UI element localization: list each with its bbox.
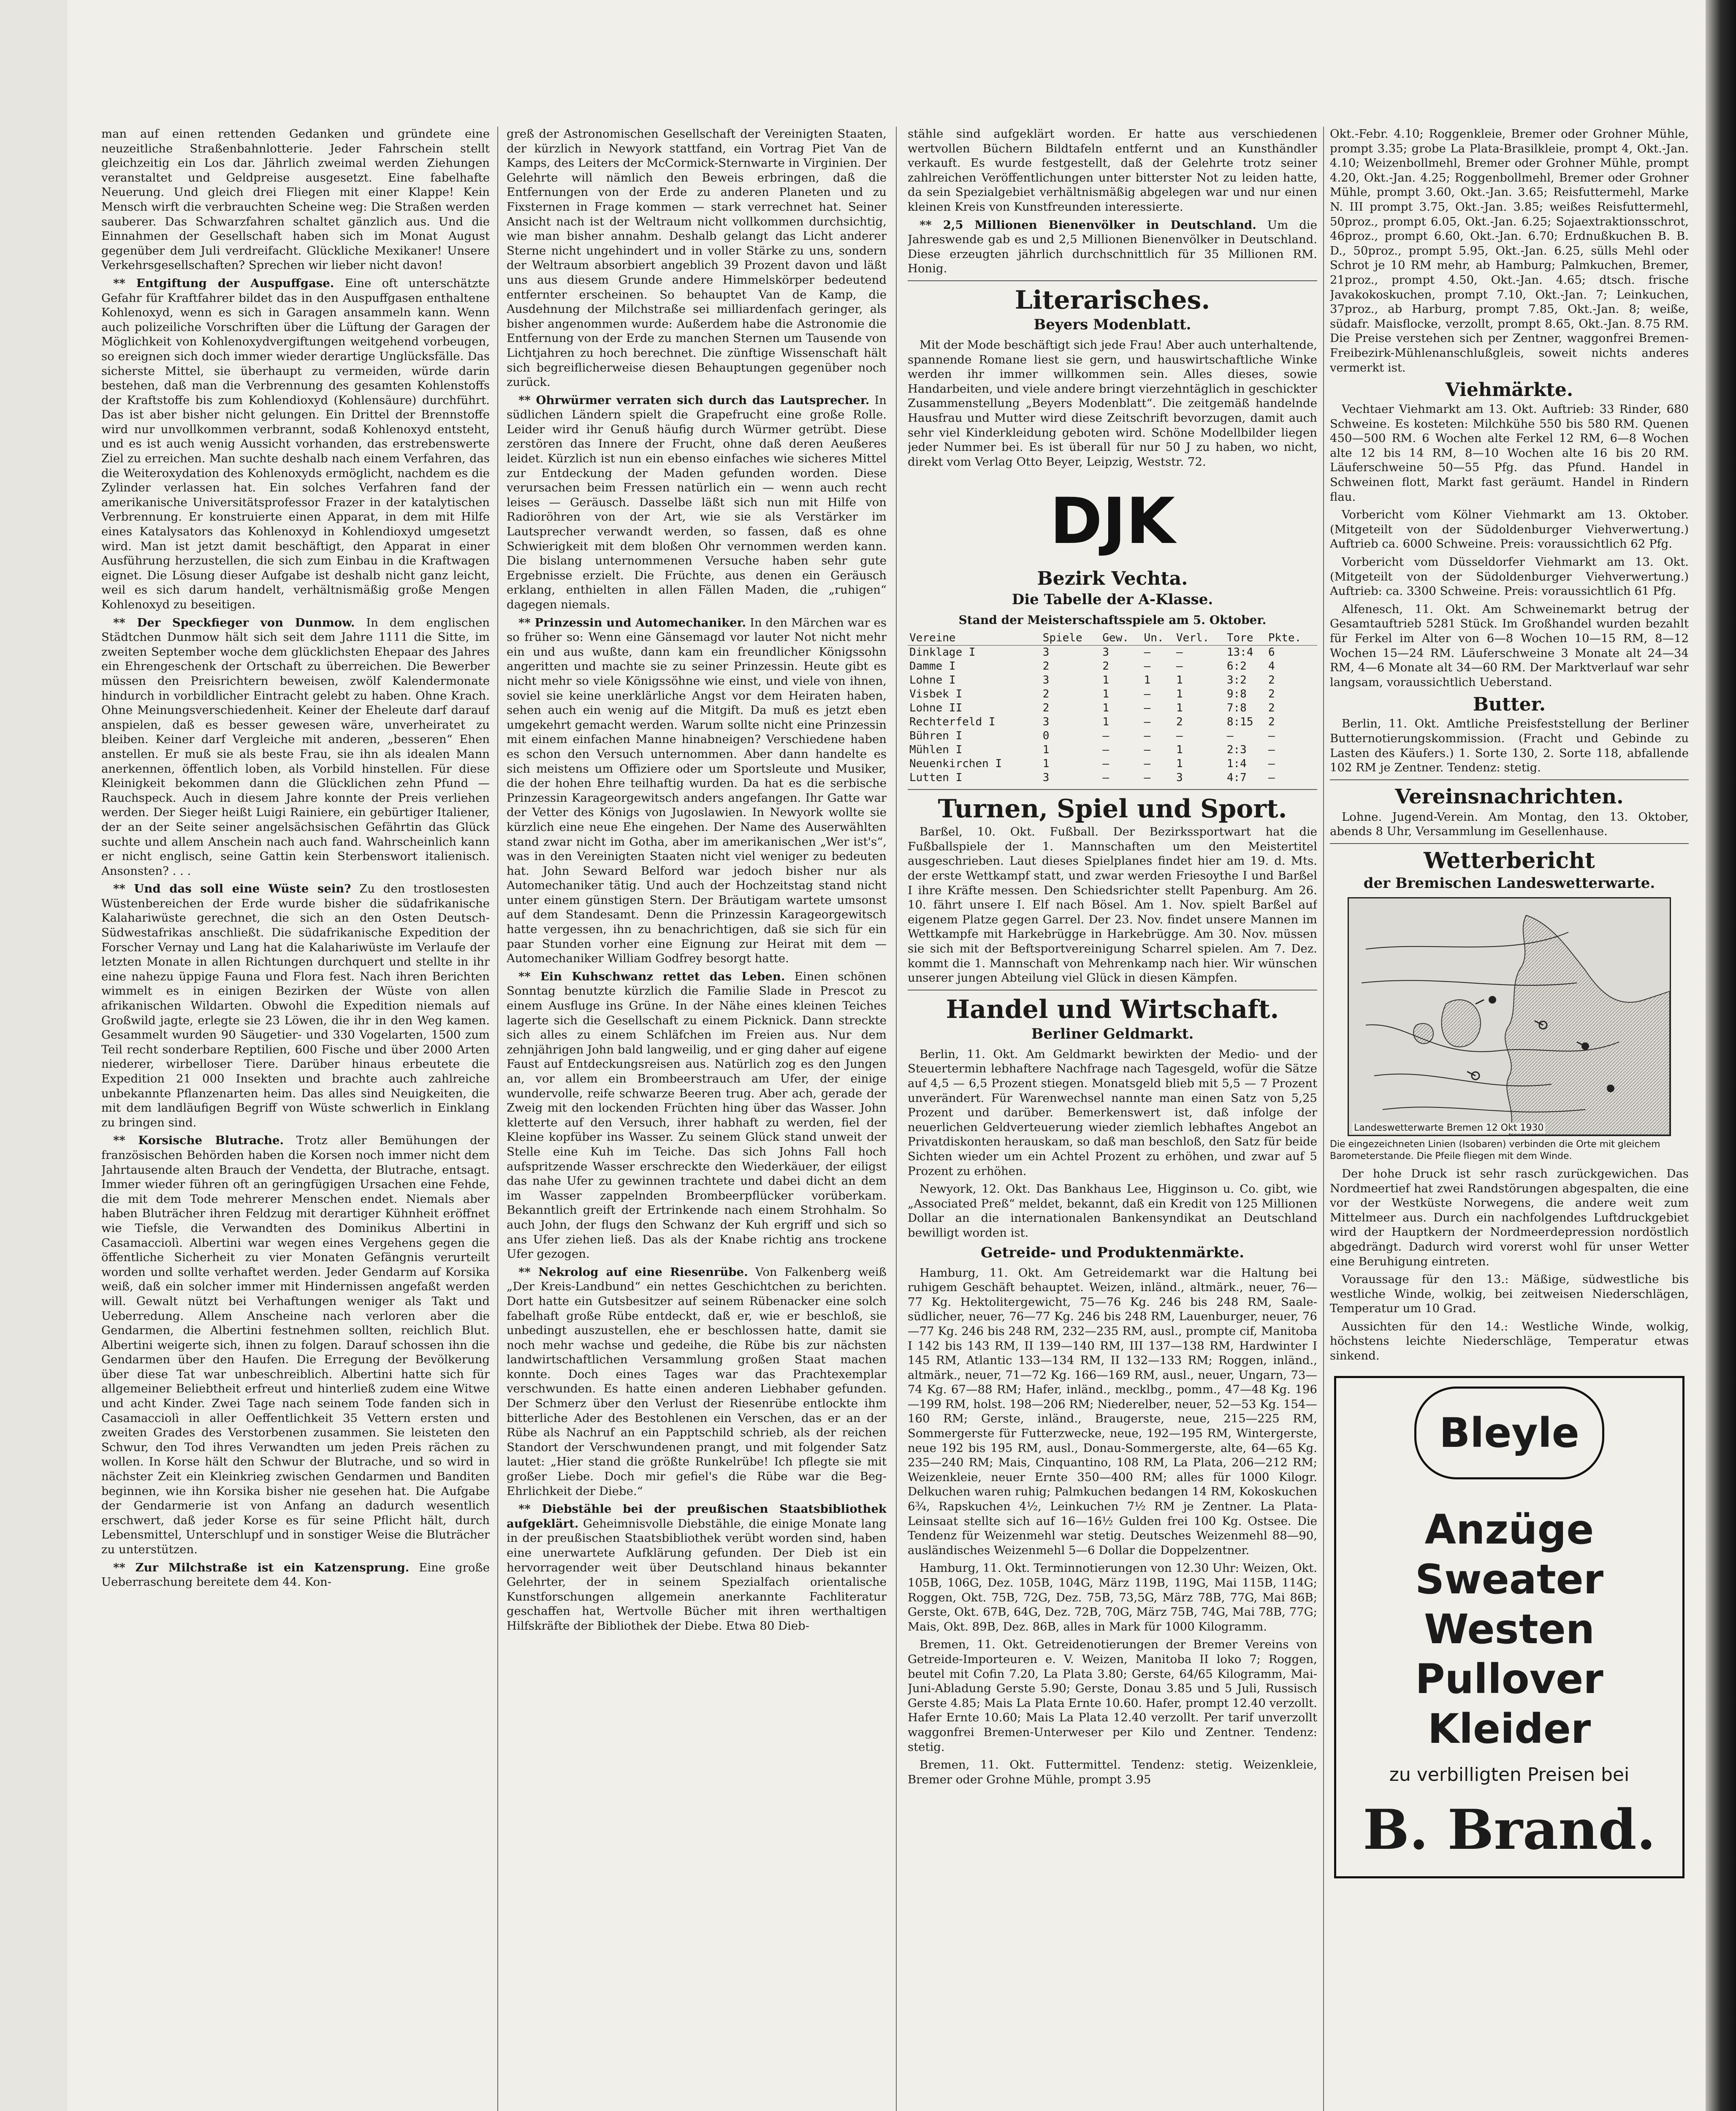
section-subheading: der Bremischen Landeswetterwarte. [1363, 874, 1655, 892]
section-heading-weather: Wetterbericht [1424, 847, 1595, 874]
article-paragraph: stähle sind aufgeklärt worden. Er hatte aus verschiedenen wertvollen Büchern Bildtafeln entfernt und an Kunsthändler verkauft. Es wurde festgestellt, daß der Gelehrte trotz seiner zahlreichen Veröffentlichungen unter bitterster Not zu leiden hatte, da sein Spezialgebiet verhältnismäßig abgelegen war und nur einen kleinen Kreis von Kunstfreunden interessierte. [908, 127, 1317, 214]
article-paragraph: Aussichten für den 14.: Westliche Winde, wolkig, höchstens leichte Niederschläge, Temperatur etwas sinkend. [1330, 1319, 1689, 1363]
table-cell: — [1144, 660, 1151, 673]
table-cell: — [1268, 743, 1275, 757]
ad-item: Kleider [1427, 1705, 1591, 1753]
article-title: ** Entgiftung der Auspuffgase. [113, 276, 334, 290]
table-cell: — [1102, 771, 1109, 784]
table-cell: 2 [1268, 716, 1275, 729]
article-paragraph: Barßel, 10. Okt. Fußball. Der Bezirkssportwart hat die Fußballspiele der 1. Mannschaften um den Meistertitel ausgeschrieben. Laut dieses Spielplanes findet hier am 19. d. Mts. der erste Wettkampf statt, und zwar werden Friesoythe I und Barßel I ihre Kräfte messen. Den Schiedsrichter stellt Papenburg. Am 26. 10. fährt unsere I. Elf nach Bösel. Am 1. Nov. spielt Barßel auf eigenem Platze gegen Garrel. Der 23. Nov. findet unsere Mannen im Wettkampfe mit Harkebrügge in Harkebrügge. Am 30. Nov. müssen sie sich mit der Beftsportvereinigung Scharrel spielen. Am 7. Dez. kommt die 1. Mannschaft von Mehrenkamp nach hier. Wir wünschen unserer jungen Abteilung viel Glück in diesen Kämpfen. [908, 825, 1317, 985]
newspaper-page [68, 0, 1714, 2111]
section-heading-livestock: Viehmärkte. [1445, 379, 1573, 401]
table-cell: 1 [1176, 688, 1183, 701]
standings-table [908, 631, 1317, 785]
table-row [908, 729, 1317, 743]
table-row [908, 757, 1317, 771]
article-text: In den Märchen war es so früher so: Wenn eine Gänsemagd vor lauter Not nicht mehr ein und aus wußte, dann kam ein freundlicher Königssohn angeritten und machte sie zu seiner Prinzessin. Heute gibt es nicht mehr so viele Königssöhne wie einst, und viele von ihnen, soviel sie keine unerklärliche Angst vor dem Heiraten haben, sehen auch ein wenig auf die Mitgift. Da muß es jetzt eben umgekehrt gemacht werden. Warum sollte nicht eine Prinzessin mit einem einfachen Manne hinabneigen? Verschiedene haben es schon den Versuch unternommen. Aber dann handelte es sich meistens um Offiziere oder um Sportsleute und Musiker, die der hohen Ehre teilhaftig wurden. Da hat es die serbische Prinzessin Karageorgewitsch anders angefangen. Ihr Gatte war der Vetter des Königs von Jugoslawien. In Newyork wollte sie kürzlich eine neue Ehe eingehen. Der Name des Auserwählten stand zwar nicht im Gotha, aber im amerikanischen „Wer ist's“, was in den Vereinigten Staaten nicht viel weniger zu bedeuten hat. John Seward Belford war jedoch bisher nur als Automechaniker tätig. Und auch der Hochzeitstag stand nicht unter einem günstigen Stern. Der Bräutigam wartete umsonst auf dem Standesamt. Denn die Prinzessin Karageorgewitsch hatte vergessen, ihn zu benachrichtigen, daß sie sich für ein paar Stunden vorher eine Eignung zur Heirat mit dem — Automechaniker William Godfrey besorgt hatte. [507, 616, 887, 966]
table-row [908, 743, 1317, 757]
table-cell: Visbek I [909, 688, 963, 701]
standings-caption: Stand der Meisterschaftsspiele am 5. Oktober. [958, 613, 1267, 627]
section-subheading: Die Tabelle der A-Klasse. [1012, 591, 1213, 608]
table-cell: 2 [1042, 660, 1050, 673]
article-paragraph [101, 1133, 490, 1557]
column-4 [1330, 127, 1689, 2111]
table-cell: 3 [1176, 771, 1183, 784]
table-cell: 1 [1042, 743, 1050, 757]
article-text: Trotz aller Bemühungen der französischen Behörden haben die Korsen noch immer nicht dem Jahrtausende alten Brauch der Vendetta, der Blutrache, entsagt. Immer wieder führen oft an geringfügigen Ursachen eine Fehde, die mit dem Tode mehrerer Menschen endet. Niemals aber haben Bluträcher ihren Feldzug mit derartiger Kühnheit eröffnet wie Tiefsle, die Verwandten des Dominikus Albertini in Casamacciolì. Albertini war wegen eines Vergehens gegen die öffentliche Sicherheit zu vier Monaten Gefängnis verurteilt worden und sollte verhaftet werden. Jeder Gendarm auf Korsika weiß, daß ein solcher immer mit Hindernissen angefaßt werden will. Gewalt nützt bei Verhaftungen weniger als Takt und Ueberredung. Allem Anscheine nach verloren aber die Gendarmen, die Albertini festnehmen sollten, reichlich Blut. Albertini weigerte sich, ihnen zu folgen. Darauf schossen ihn die Gendarmen über den Haufen. Die Erregung der Bevölkerung über diese Tat war unbeschreiblich. Albertini hatte sich für allgemeiner Beliebtheit erfreut und hinterließ zudem eine Witwe und acht Kinder. Zwei Tage nach seinem Tode fanden sich in Casamacciolì in aller Oeffentlichkeit 35 Vettern ersten und zweiten Grades des Verstorbenen zusammen. Sie leisteten den Schwur, den Tod ihres Verwandten um jeden Preis rächen zu wollen. In Korse hält den Schwur der Blutrache, und so wird in nächster Zeit ein Kleinkrieg zwischen Gendarmen und Banditen beginnen, wie ihn Korsika bisher nie gesehen hat. Die Aufgabe der Gendarmerie ist von Anfang an dadurch wesentlich erschwert, daß jeder Korse es für seine Pflicht hält, durch Lebensmittel, Unterschlupf und in sonstiger Weise die Bluträcher zu unterstützen. [101, 1134, 490, 1556]
column-rule [497, 127, 498, 2111]
table-cell: 1:4 [1226, 757, 1247, 771]
table-cell: 6 [1268, 646, 1275, 659]
table-cell: 4 [1268, 660, 1275, 673]
table-cell: 1 [1042, 757, 1050, 771]
table-cell: 2 [1102, 660, 1109, 673]
column-2 [507, 127, 887, 2111]
table-cell: — [1102, 730, 1109, 743]
table-cell: — [1226, 730, 1234, 743]
bleyle-advertisement [1334, 1376, 1684, 1878]
table-row [908, 673, 1317, 687]
table-cell: 2 [1042, 688, 1050, 701]
table-cell: — [1144, 716, 1151, 729]
table-cell: 3 [1042, 674, 1050, 687]
table-cell: 1 [1176, 757, 1183, 771]
table-cell: 2 [1268, 688, 1275, 701]
article-paragraph: Okt.-Febr. 4.10; Roggenkleie, Bremer oder Grohner Mühle, prompt 3.35; grobe La Plata-Brasilkleie, prompt 4, Okt.-Jan. 4.10; Weizenbollmehl, Bremer oder Grohner Mühle, prompt 4.20, Okt.-Jan. 4.25; Roggenbollmehl, Bremer oder Grohner Mühle, prompt 3.60, Okt.-Jan. 3.65; Reisfuttermehl, Marke N. III prompt 3.75, Okt.-Jan. 3.85; weißes Reisfuttermehl, 50proz., prompt 6.05, Okt.-Jan. 6.25; Sojaextraktionsschrot, 46proz., prompt 6.60, Okt.-Jan. 6.70; Erdnußkuchen B. B. D., 50proz., prompt 5.95, Okt.-Jan. 6.25, sülls Mehl oder Schrot je 10 RM mehr, ab Hamburg; Palmkuchen, Bremer, 21proz., prompt 4.50, Okt.-Jan. 4.65; dtsch. frische Javakokoskuchen, prompt 7.10, Okt.-Jan. 7; Leinkuchen, 37proz., ab Harburg, prompt 7.85, Okt.-Jan. 8; weiße, südafr. Maisflocke, verzollt, prompt 8.65, Okt.-Jan. 8.75 RM. Die Preise verstehen sich per Zentner, waggonfrei Bremen-Freibezirk-Mühlenanschlußgleis, soweit nichts anderes vermerkt ist. [1330, 127, 1689, 374]
article-title: ** Der Speckfieger von Dunmow. [113, 616, 355, 630]
table-cell: 1 [1176, 674, 1183, 687]
article-title: ** 2,5 Millionen Bienenvölker in Deutschland. [920, 218, 1256, 232]
table-cell: — [1102, 743, 1109, 757]
section-heading-sport: Turnen, Spiel und Sport. [938, 794, 1287, 824]
table-cell: — [1144, 730, 1151, 743]
article-text: Zu den trostlosesten Wüstenbereichen der Erde wurde bisher die südafrikanische Kalahariwüste gerechnet, die sich an den Osten Deutsch-Südwestafrikas anschließt. Die südafrikanische Expedition der Forscher Vernay und Lang hat die Kalahariwüste im Verlaufe der letzten Monate in allen Richtungen durchquert und stellte in ihr eine nahezu üppige Fauna und Flora fest. Nach ihren Berichten wimmelt es in einigen Bezirken der Wüste von allen afrikanischen Wildarten. Obwohl die Expedition niemals auf Großwild jagte, erlegte sie 23 Löwen, die ihr in den Weg kamen. Gesammelt wurden 90 Säugetier- und 330 Vogelarten, 1500 zum Teil recht sonderbare Reptilien, 600 Fische und über 2000 Arten niederer, wirbelloser Tiere. Darüber hinaus erbeutete die Expedition 21 000 Insekten und brachte auch zahlreiche unbekannte Pflanzenarten heim. Das alles sind Neuigkeiten, die mit dem landläufigen Begriff von Wüste schwerlich in Einklang zu bringen sind. [101, 882, 490, 1129]
table-cell: 2 [1268, 702, 1275, 715]
table-cell: 6:2 [1226, 660, 1247, 673]
article-text: In südlichen Ländern spielt die Grapefrucht eine große Rolle. Leider wird ihr Genuß häufig durch Würmer getrübt. Diese zerstören das Innere der Frucht, ohne daß deren Aeußeres leidet. Kürzlich ist nun ein ebenso einfaches wie sicheres Mittel zur Entdeckung der Maden gefunden worden. Diese verursachen beim Fressen natürlich ein — wenn auch recht leises — Geräusch. Dasselbe läßt sich nun mit Hilfe von Radioröhren von der Art, wie sie als Verstärker im Lautsprecher verwandt werden, so fassen, daß es ohne Schwierigkeit mit dem bloßen Ohr vernommen werden kann. Die bislang unternommenen Versuche haben sehr gute Ergebnisse erzielt. Die Früchte, aus denen ein Geräusch erklang, enthielten in allen Fällen Maden, die „ruhigen“ dagegen niemals. [507, 393, 887, 611]
table-cell: Neuenkirchen I [909, 757, 1002, 771]
table-cell: Mühlen I [909, 743, 963, 757]
section-heading-butter: Butter. [1473, 694, 1546, 716]
article-title: ** Nekrolog auf eine Riesenrübe. [518, 1265, 748, 1279]
ad-item: Westen [1424, 1605, 1595, 1653]
article-text: Eine oft unterschätzte Gefahr für Kraftfahrer bildet das in den Auspuffgasen enthaltene Kohlenoxyd, wenn es sich in Garagen ansammeln kann. Wenn auch polizeiliche Vorschriften über die Lüftung der Garagen der Möglichkeit von Kohlenoxydvergiftungen weitgehend vorbeugen, so ereignen sich doch immer wieder derartige Unglücksfälle. Das sicherste Mittel, sie überhaupt zu vermeiden, würde darin bestehen, daß man die Verbrennung des gesamten Kohlenstoffs der Kraftstoffe bis zum Kohlendioxyd (Kohlensäure) durchführt. Das ist aber bisher nicht gelungen. Ein Drittel der Brennstoffe wird nur unvollkommen verbrannt, sodaß Kohlenoxyd entsteht, und es ist auch wenig Aussicht vorhanden, das erstrebenswerte Ziel zu erreichen. Man suchte deshalb nach einem Verfahren, das die Weiteroxydation des Kohlenoxyds ermöglicht, nachdem es die Zylinder verlassen hat. Ein solches Verfahren fand der amerikanische Universitätsprofessor Frazer in der katalytischen Verbrennung. Er konstruierte einen Apparat, in dem mit Hilfe eines Katalysators das Kohlenoxyd in Kohlendioxyd umgesetzt wird. Man ist jetzt damit beschäftigt, den Apparat in einer Ausführung herzustellen, die sich zum Einbau in die Kraftwagen eignet. Die Lösung dieser Aufgabe ist deshalb nicht ganz leicht, weil es sich darum handelt, verhältnismäßig große Mengen Kohlenoxyd zu beseitigen. [101, 276, 490, 611]
table-cell: Bühren I [909, 730, 963, 743]
article-text: Geheimnisvolle Diebstähle, die einige Monate lang in der preußischen Staatsbibliothek verübt worden sind, haben eine unerwartete Aufklärung gefunden. Der Dieb ist ein hervorragender weit über Deutschland hinaus bekannter Gelehrter, der in seinem Spezialfach orientalische Kunstforschungen allgemein anerkannte Fachliteratur geschaffen hat, Wertvolle Bücher mit ihren werthaltigen Hilfskräfte der Bibliothek der Diebe. Etwa 80 Dieb- [507, 1517, 887, 1633]
table-cell: 1 [1176, 743, 1183, 757]
table-cell: 1 [1176, 702, 1183, 715]
article-paragraph: Hamburg, 11. Okt. Terminnotierungen von 12.30 Uhr: Weizen, Okt. 105B, 106G, Dez. 105B, 104G, März 119B, 119G, Mai 115B, 114G; Roggen, Okt. 75B, 72G, Dez. 75B, 73,5G, März 78B, 77G, Mai 86B; Gerste, Okt. 67B, 64G, Dez. 72B, 70G, März 75B, 74G, Mai 78B, 77G; Mais, Okt. 89B, Dez. 86B, alles in Mark für 1000 Kilogramm. [908, 1561, 1317, 1633]
section-subheading: Getreide- und Produktenmärkte. [980, 1244, 1245, 1261]
table-header-cell: Un. [1142, 631, 1175, 646]
table-cell: Rechterfeld I [909, 716, 995, 729]
table-cell: Dinklage I [909, 646, 976, 659]
article-paragraph: Vechtaer Viehmarkt am 13. Okt. Auftrieb: 33 Rinder, 680 Schweine. Es kosteten: Milchkühe 550 bis 580 RM. Quenen 450—500 RM. 6 Wochen alte Ferkel 12 RM, 6—8 Wochen alte 12 bis 14 RM, 8—10 Wochen alte 16 bis 20 RM. Läuferschweine 50—55 Pfg. das Pfund. Handel in Schweinen flott, Markt fast geräumt. Handel in Rindern flau. [1330, 402, 1689, 504]
section-divider [1330, 843, 1689, 844]
article-paragraph [101, 276, 490, 612]
section-divider [908, 789, 1317, 790]
table-row [908, 687, 1317, 701]
article-paragraph [101, 1560, 490, 1590]
table-cell: — [1144, 771, 1151, 784]
table-cell: — [1176, 646, 1183, 659]
table-cell: 2 [1176, 716, 1183, 729]
table-cell: — [1268, 730, 1275, 743]
ad-item-list [1340, 1505, 1678, 1754]
section-heading-trade: Handel und Wirtschaft. [946, 994, 1279, 1024]
article-title: ** Prinzessin und Automechaniker. [518, 616, 746, 630]
table-row [908, 646, 1317, 660]
section-subheading: Berliner Geldmarkt. [1031, 1025, 1194, 1042]
article-text: Um die Jahreswende gab es und 2,5 Millionen Bienenvölker in Deutschland. Diese erzeugten jährlich durchschnittlich für 35 Millionen RM. Honig. [908, 218, 1317, 276]
article-title: ** Ein Kuhschwanz rettet das Leben. [518, 969, 785, 983]
article-paragraph [507, 1265, 887, 1499]
article-text: Von Falkenberg weiß „Der Kreis-Landbund“ ein nettes Geschichtchen zu berichten. Dort hatte ein Gutsbesitzer auf seinem Rübenacker eine solch fabelhaft große Rübe entdeckt, daß er, wie er beschloß, sie unbedingt auszustellen, ehe er beschlossen hatte, damit sie noch mehr wachse und gedeihe, die Rübe bis zur nächsten landwirtschaftlichen Versammlung großen Staat machen konnte. Doch eines Tages war das Prachtexemplar verschwunden. Es hatte einen anderen Liebhaber gefunden. Der Schmerz über den Verlust der Riesenrübe entlockte ihm bitterliche Ader des Bestohlenen ein Verschen, das er an der Rübe als Nachruf an ein Papptschild schrieb, als der reichen Standort der Verschwundenen prangt, und mit folgender Satz lautet: „Hier stand die größte Runkelrübe! Ich pflegte sie mit großer Liebe. Doch mir gefiel's die Rübe war die Beg-Ehrlichkeit der Diebe.“ [507, 1265, 887, 1498]
table-cell: 1 [1102, 716, 1109, 729]
article-paragraph: Vorbericht vom Düsseldorfer Viehmarkt am 13. Okt. (Mitgeteilt von der Südoldenburger Viehverwertung.) Auftrieb: ca. 3300 Schweine. Preis: voraussichtlich 61 Pfg. [1330, 555, 1689, 598]
table-row [908, 701, 1317, 715]
svg-text:DJK: DJK [1050, 485, 1175, 559]
article-text: Einen schönen Sonntag benutzte kürzlich die Familie Slade in Prescot zu einem Ausfluge ins Grüne. In der Nähe eines kleinen Teiches lagerte sich die Gesellschaft zu einem Picknick. Dann streckte sich alles zu einem Schläfchen im Freien aus. Nur dem zehnjährigen John bald langweilig, und er ging daher auf eigene Faust auf Entdeckungsreisen aus. Natürlich zog es den Jungen an, vor allem ein Brombeerstrauch am Ufer, der einige wundervolle, reife schwarze Beeren trug. Aber ach, gerade der Zweig mit den lockenden Früchten hing über das Wasser. John kletterte auf den Versuch, ihrer habhaft zu werden, fiel der Kleine kopfüber ins Wasser. Zu seinem Glück stand unweit der Stelle eine Kuh im Teiche. Das sich Johns Fall hoch aufspritzende Wasser erschreckte den Wiederkäuer, der eiligst das nahe Ufer zu gewinnen trachtete und dabei dicht an dem im Wasser zappelnden Brombeerpflücker vorüberkam. Bekanntlich greift der Ertrinkende nach einem Strohhalm. So auch John, der flugs den Schwanz der Kuh ergriff und sich so ans Ufer ziehen ließ. Das als der Knabe richtig ans trockene Ufer gezogen. [507, 969, 887, 1261]
column-rule [896, 127, 897, 2111]
article-paragraph: man auf einen rettenden Gedanken und gründete eine neuzeitliche Straßenbahnlotterie. Jeder Fahrschein stellt gleichzeitig ein Los dar. Jährlich zweimal werden Ziehungen veranstaltet und Geldpreise ausgesetzt. Eine fabelhafte Neuerung. Und gleich drei Fliegen mit einer Klappe! Kein Mensch wirft die verbrauchten Scheine weg: Die Straßen werden sauberer. Das Schwarzfahren schaltet gänzlich aus. Und die Einnahmen der Gesellschaft haben sich im Monat August gegenüber dem Juli verdreifacht. Glückliche Mexikaner! Unsere Verkehrsgesellschaften? Sprechen wir lieber nicht davon! [101, 127, 490, 272]
table-cell: 2 [1268, 674, 1275, 687]
article-paragraph: Hamburg, 11. Okt. Am Getreidemarkt war die Haltung bei ruhigem Geschäft behauptet. Weizen, inländ., altmärk., neuer, 76—77 Kg. Hektolitergewicht, 75—76 Kg. 246 bis 248 RM, Saale-südlicher, neuer, 76—77 Kg. 246 bis 248 RM, Lauenburger, neuer, 76—77 Kg. 246 bis 248 RM, 232—235 RM, ausl., prompte cif, Manitoba I 142 bis 143 RM, II 139—140 RM, III 137—138 RM, Hardwinter I 145 RM, Atlantic 133—134 RM, II 132—133 RM; Roggen, inländ., altmärk., neuer, 71—72 Kg. 166—169 RM, ausl., neuer, Ungarn, 73—74 Kg. 67—88 RM; Hafer, inländ., mecklbg., pomm., 47—48 Kg. 196—199 RM, holst. 198—206 RM; Niederelber, neuer, 52—53 Kg. 154—160 RM; Gerste, inländ., Braugerste, neue, 215—225 RM, Sommergerste für Futterzwecke, neue, 192—195 RM, Wintergerste, neue 192 bis 195 RM, ausl., Donau-Sommergerste, alte, 64—65 Kg. 235—240 RM; Mais, Cinquantino, 108 RM, La Plata, 206—212 RM; Weizenkleie, neuer Ernte 350—400 RM; alles für 1000 Kilogr. Delkuchen waren ruhig; Palmkuchen bedangen 14 RM, Kokoskuchen 6¾, Rapskuchen 4½, Leinkuchen 7½ RM je Zentner. La Plata-Leinsaat stellte sich auf 16—16½ Gulden frei 100 Kg. Ostsee. Die Tendenz für Weizenmehl war stetig. Deutsches Weizenmehl 88—90, ausländisches Weizenmehl 5—6 Dollar die Doppelzentner. [908, 1266, 1317, 1557]
article-text: In dem englischen Städtchen Dunmow hält sich seit dem Jahre 1111 die Sitte, im zweiten September woche dem glücklichsten Ehepaar des Jahres ein Ehrengeschenk der Ortschaft zu überreichen. Die Bewerber müssen den Preisrichtern beweisen, zwölf Kalendermonate hindurch in vorbildlicher Eintracht gelebt zu haben. Ohne Krach. Ohne Meinungsverschiedenheit. Keiner der Eheleute darf darauf anspielen, daß es besser gewesen wäre, unverheiratet zu bleiben. Keiner darf Vergleiche mit anderen, „besseren“ Ehen anstellen. Er muß sie als beste Frau, sie ihn als idealen Mann anerkennen, öffentlich loben, als Vorbild hinstellen. Für diese Kleinigkeit bekommen dann die Glücklichen zehn Pfund — Rauchspeck. Auch in diesem Jahre konnte der Preis verliehen werden. Der Sieger heißt Luigi Rainiere, ein gebürtiger Italiener, der an der Seite seiner angelsächsischen Gefährtin das Glück suchte und allem Anschein nach auch fand. Wahrscheinlich kann er nicht englisch, seine Gattin kein Sterbenswort italienisch. Ansonsten? . . . [101, 616, 490, 878]
article-paragraph: Alfenesch, 11. Okt. Am Schweinemarkt betrug der Gesamtauftrieb 5281 Stück. Im Großhandel wurden bezahlt für Ferkel im Alter von 6—8 Wochen 10—15 RM, 8—12 Wochen 15—24 RM. Läuferschweine 3 Monate alt 24—34 RM, 4—6 Monate alt 34—60 RM. Der Marktverlauf war sehr langsam, voraussichtlich Ueberstand. [1330, 602, 1689, 689]
article-title: ** Korsische Blutrache. [113, 1134, 284, 1148]
table-cell: — [1176, 730, 1183, 743]
column-rule [1323, 127, 1324, 2111]
djk-emblem-icon [1045, 478, 1180, 562]
table-cell: — [1144, 743, 1151, 757]
article-paragraph: Bremen, 11. Okt. Getreidenotierungen der Bremer Vereins von Getreide-Importeuren e. V. Weizen, Manitoba II loko 7; Roggen, beutel mit Cofin 7.20, La Plata 3.80; Gerste, 64/65 Kilogramm, Mai-Juni-Abladung Gerste 5.90; Gerste, Donau 3.85 und 5 Juli, Russisch Gerste 4.85; Mais La Plata Ernte 10.60. Hafer, prompt 12.40 verzollt. Hafer Ernte 10.60; Mais La Plata 12.40 verzollt. Per tarif unverzollt waggonfrei Bremen-Unterweser per Kilo und Zentner. Tendenz: stetig. [908, 1638, 1317, 1754]
table-row [908, 771, 1317, 785]
table-header-cell: Pkte. [1267, 631, 1317, 646]
table-row [908, 659, 1317, 673]
article-paragraph [101, 616, 490, 879]
table-cell: 1 [1144, 674, 1151, 687]
table-cell: — [1268, 771, 1275, 784]
weather-map [1348, 897, 1671, 1136]
table-cell: — [1144, 646, 1151, 659]
weather-map-icon [1349, 898, 1670, 1135]
ad-item: Pullover [1415, 1655, 1603, 1703]
table-cell: Lutten I [909, 771, 963, 784]
section-subheading: Beyers Modenblatt. [1033, 316, 1191, 333]
table-cell: 9:8 [1226, 688, 1247, 701]
article-text: Eine große Ueberraschung bereitete dem 44. Kon- [101, 1560, 490, 1589]
ad-item: Anzüge [1424, 1506, 1594, 1553]
article-paragraph: Mit der Mode beschäftigt sich jede Frau! Aber auch unterhaltende, spannende Romane liest sie gern, und hauswirtschaftliche Winke werden ihr immer willkommen sein. Alles dieses, sowie Handarbeiten, und viele andere bringt vierzehntäglich in geschickter Zusammenstellung „Beyers Modenblatt“. Die zeitgemäß handelnde Hausfrau und Mutter wird diese Zeitschrift bevorzugen, damit auch sehr viel Kinderkleidung geboten wird. Schöne Modellbilder liegen jeder Nummer bei. Es ist überall für nur 50 J zu haben, wo nicht, direkt vom Verlag Otto Beyer, Leipzig, Weststr. 72. [908, 338, 1317, 469]
table-header-cell: Gew. [1101, 631, 1142, 646]
map-caption: Landeswetterwarte Bremen 12 Okt 1930 [1352, 1123, 1545, 1133]
table-cell: 1 [1102, 674, 1109, 687]
table-cell: 0 [1042, 730, 1050, 743]
table-cell: 1 [1102, 702, 1109, 715]
article-paragraph: greß der Astronomischen Gesellschaft der Vereinigten Staaten, der kürzlich in Newyork stattfand, ein Vortrag Piet Van de Kamps, des Leiters der McCormick-Sternwarte in Virginien. Der Gelehrte will nämlich den Beweis erbringen, daß die Entfernungen von der Erde zu anderen Planeten und zu Fixsternen in Frage kommen — stark verrechnet hat. Seiner Ansicht nach ist der Weltraum nicht vollkommen durchsichtig, wie man bisher annahm. Deshalb gelangt das Licht anderer Sterne nicht ungehindert und in voller Stärke zu uns, sondern der Weltraum absorbiert angeblich 39 Prozent davon und läßt uns aus diesem Grunde andere Himmelskörper bedeutend entfernter erscheinen. So behauptet Van de Kamp, die Ausdehnung der Milchstraße sei milliardenfach geringer, als bisher angenommen wurde: Außerdem habe die Astronomie die Entfernung von der Erde zu manchen Sternen um Tausende von Lichtjahren zu hoch berechnet. Die zünftige Wissenschaft hält sich begreiflicherweise diesen Behauptungen gegenüber noch zurück. [507, 127, 887, 389]
table-header-cell: Verl. [1175, 631, 1225, 646]
table-header-cell: Tore [1225, 631, 1267, 646]
table-cell: 2:3 [1226, 743, 1247, 757]
article-paragraph: Berlin, 11. Okt. Am Geldmarkt bewirkten der Medio- und der Steuertermin lebhaftere Nachfrage nach Tagesgeld, wofür die Sätze auf 4,5 — 6,5 Prozent stiegen. Monatsgeld blieb mit 5,5 — 7 Prozent unverändert. Für Warenwechsel nannte man einen Satz von 5,25 Prozent und darüber. Bemerkenswert ist, daß infolge der neuerlichen Geldverteuerung wieder ziemlich lebhaftes Angebot an Privatdiskonten herauskam, so daß man beschloß, den Satz für beide Sichten wieder um ein Achtel Prozent zu erhöhen, und zwar auf 5 Prozent zu erhöhen. [908, 1047, 1317, 1178]
table-cell: 8:15 [1226, 716, 1253, 729]
table-cell: 1 [1102, 688, 1109, 701]
table-cell: Lohne II [909, 702, 963, 715]
table-row [908, 715, 1317, 729]
article-paragraph [507, 616, 887, 966]
article-paragraph: Newyork, 12. Okt. Das Bankhaus Lee, Higginson u. Co. gibt, wie „Associated Preß“ meldet, bekannt, daß ein Kredit von 125 Millionen Dollar an die internationalen Bankensyndikat an Deutschland bewilligt worden ist. [908, 1182, 1317, 1240]
article-paragraph [908, 218, 1317, 276]
column-1 [101, 127, 490, 2111]
article-paragraph [101, 882, 490, 1130]
table-cell: 7:8 [1226, 702, 1247, 715]
table-cell: — [1102, 757, 1109, 771]
table-cell: Damme I [909, 660, 956, 673]
table-cell: — [1144, 688, 1151, 701]
table-header-row [908, 631, 1317, 646]
article-paragraph [507, 969, 887, 1262]
section-heading-clubs: Vereinsnachrichten. [1395, 784, 1624, 809]
ad-brand-name: B. Brand. [1363, 1797, 1656, 1862]
table-cell: 3 [1102, 646, 1109, 659]
section-heading-literary: Literarisches. [1014, 285, 1210, 315]
article-paragraph: Bremen, 11. Okt. Futtermittel. Tendenz: stetig. Weizenkleie, Bremer oder Grohne Mühle, prompt 3.95 [908, 1758, 1317, 1786]
article-paragraph: Berlin, 11. Okt. Amtliche Preisfeststellung der Berliner Butternotierungskommission. (Fracht und Gebinde zu Lasten des Käufers.) 1. Sorte 130, 2. Sorte 118, abfallende 102 RM je Zentner. Tendenz: stetig. [1330, 717, 1689, 775]
table-header-cell: Vereine [908, 631, 1041, 646]
table-cell: 3 [1042, 716, 1050, 729]
table-cell: Lohne I [909, 674, 956, 687]
table-cell: 3 [1042, 646, 1050, 659]
table-cell: 4:7 [1226, 771, 1247, 784]
ad-item: Sweater [1415, 1555, 1604, 1603]
article-title: ** Zur Milchstraße ist ein Katzensprung. [113, 1560, 410, 1574]
table-cell: 3 [1042, 771, 1050, 784]
article-paragraph: Der hohe Druck ist sehr rasch zurückgewichen. Das Nordmeertief hat zwei Randstörungen abgespalten, die eine vor der Westküste Norwegens, die andere weit zum Mittelmeer aus. Durch ein nachfolgendes Luftdruckgebiet wird der Hauptkern der Nordmeerdepression nordöstlich abgedrängt. Dadurch wird vorerst wohl für unser Wetter eine Beruhigung eintreten. [1330, 1167, 1689, 1268]
table-cell: 3:2 [1226, 674, 1247, 687]
bleyle-logo: Bleyle [1414, 1387, 1604, 1479]
article-title: ** Und das soll eine Wüste sein? [113, 882, 351, 896]
table-cell: — [1176, 660, 1183, 673]
section-heading-djk: Bezirk Vechta. [1037, 568, 1188, 590]
article-title: ** Ohrwürmer verraten sich durch das Lautsprecher. [518, 393, 870, 407]
table-header-cell: Spiele [1041, 631, 1101, 646]
section-divider [908, 280, 1317, 281]
ad-tagline: zu verbilligten Preisen bei [1389, 1764, 1630, 1785]
section-divider [1330, 779, 1689, 780]
page-edge-shadow [1706, 0, 1736, 2111]
table-cell: — [1144, 702, 1151, 715]
article-paragraph: Voraussage für den 13.: Mäßige, südwestliche bis westliche Winde, wolkig, bei zeitweisen Niederschlägen, Temperatur um 10 Grad. [1330, 1273, 1689, 1316]
table-cell: 2 [1042, 702, 1050, 715]
djk-logo [908, 478, 1317, 564]
column-3 [908, 127, 1317, 2111]
article-paragraph: Vorbericht vom Kölner Viehmarkt am 13. Oktober. (Mitgeteilt von der Südoldenburger Viehverwertung.) Auftrieb ca. 6000 Schweine. Preis: voraussichtlich 62 Pfg. [1330, 508, 1689, 551]
article-title: ** Diebstähle bei der preußischen Staatsbibliothek aufgeklärt. [507, 1502, 887, 1530]
table-cell: — [1144, 757, 1151, 771]
article-paragraph [507, 393, 887, 612]
map-legend: Die eingezeichneten Linien (Isobaren) verbinden die Orte mit gleichem Barometerstande. Die Pfeile fliegen mit dem Winde. [1330, 1139, 1660, 1161]
table-cell: 13:4 [1226, 646, 1253, 659]
table-cell: — [1268, 757, 1275, 771]
article-paragraph [507, 1502, 887, 1633]
article-paragraph: Lohne. Jugend-Verein. Am Montag, den 13. Oktober, abends 8 Uhr, Versammlung im Gesellenhause. [1330, 810, 1689, 838]
